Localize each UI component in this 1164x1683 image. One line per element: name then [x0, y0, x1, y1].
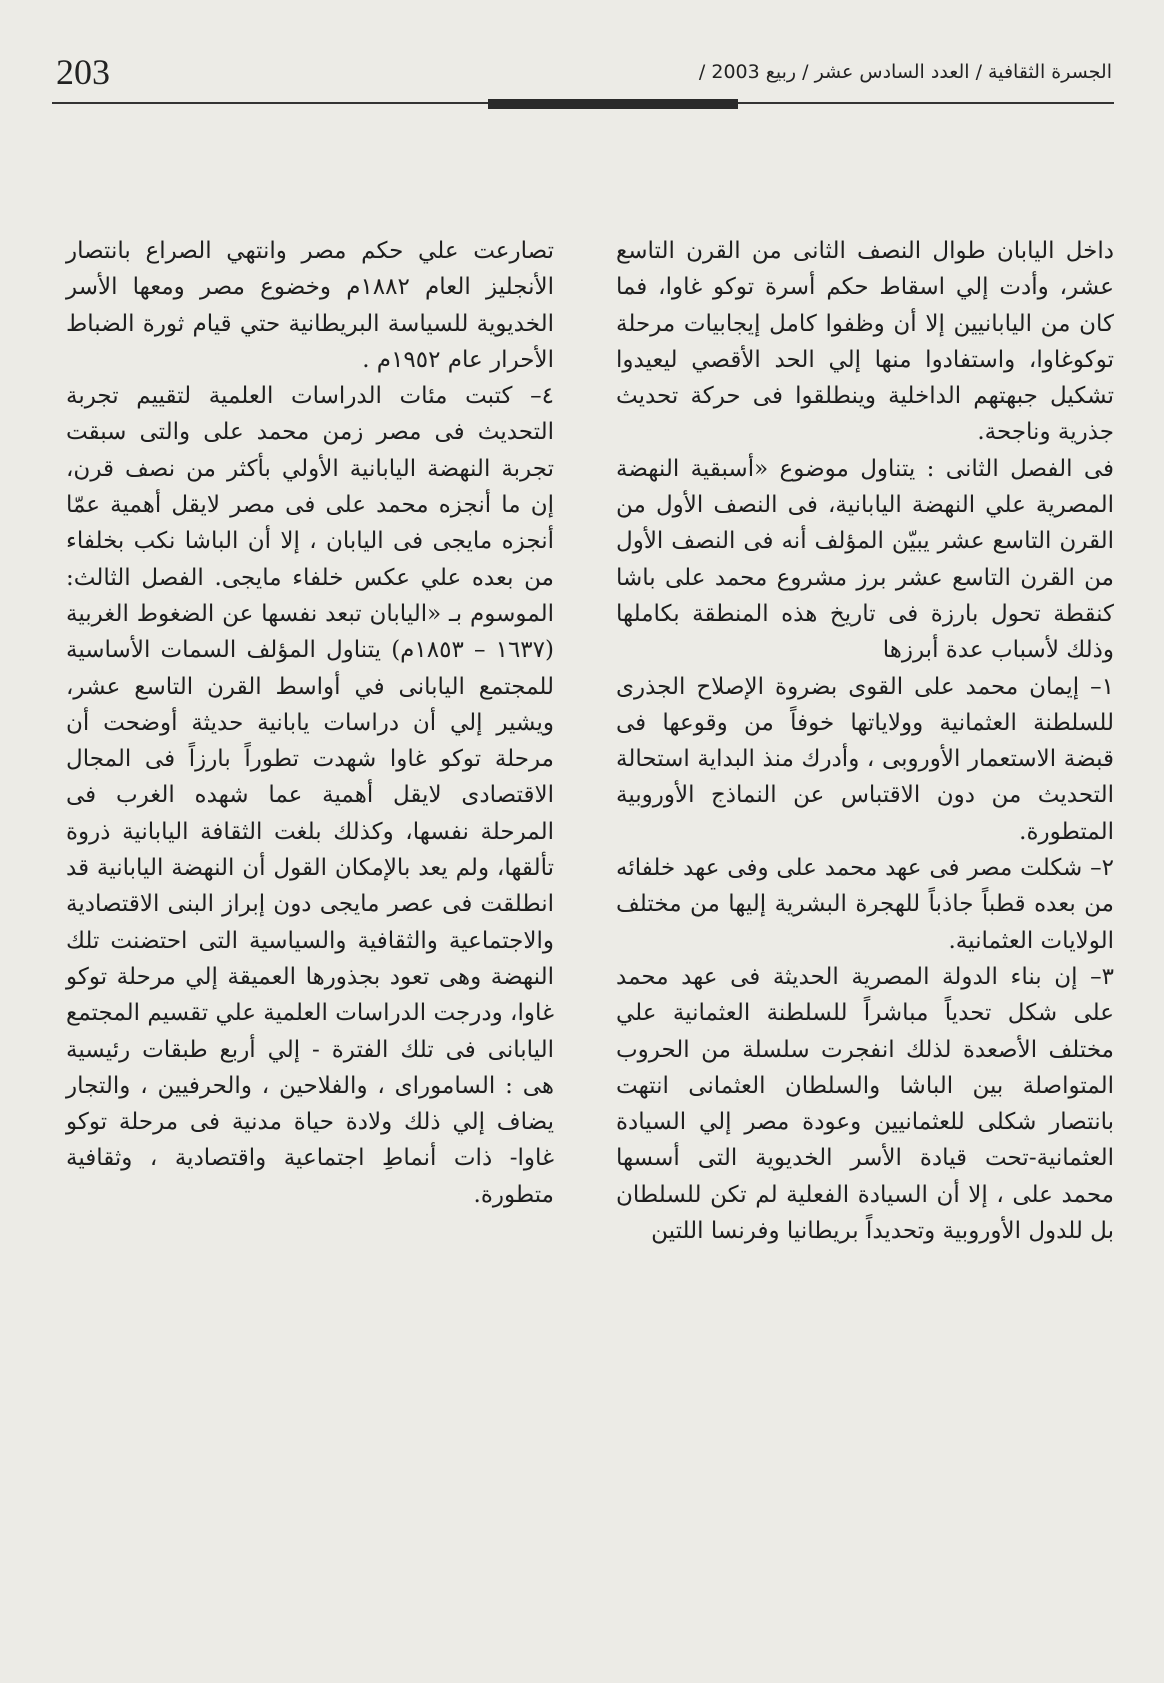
running-head: الجسرة الثقافية / العدد السادس عشر / ربيع 2003 /: [698, 61, 1112, 83]
page-header: [52, 50, 1112, 100]
paragraph: ١– إيمان محمد على القوى بضروة الإصلاح الجذرى للسلطنة العثمانية وولاياتها خوفاً من وقوعها فى قبضة الاستعمار الأوروبى ، وأدرك منذ البداية استحالة التحديث من دون الاقتباس عن النماذج الأوروبية المتطورة.: [616, 673, 1114, 845]
page-number: 203: [56, 52, 110, 92]
text-column-left: [66, 233, 554, 1213]
paragraph: ٣– إن بناء الدولة المصرية الحديثة فى عهد محمد على شكل تحدياً مباشراً للسلطنة العثمانية علي مختلف الأصعدة لذلك انفجرت سلسلة من الحروب المتواصلة بين الباشا والسلطان العثمانى انتهت بانتصار شكلى للعثمانيين وعودة مصر إلي السيادة العثمانية-تحت قيادة الأسر الخديوية التى أسسها محمد على ، إلا أن السيادة الفعلية لم تكن للسلطان بل للدول الأوروبية وتحديداً بريطانيا وفرنسا اللتين: [616, 963, 1114, 1245]
paragraph: داخل اليابان طوال النصف الثانى من القرن التاسع عشر، وأدت إلي اسقاط حكم أسرة توكو غاوا، فما كان من اليابانيين إلا أن وظفوا كامل إيجابيات مرحلة توكوغاوا، واستفادوا منها إلي الحد الأقصي ليعيدوا تشكيل جبهتهم الداخلية وينطلقوا فى حركة تحديث جذرية وناجحة.: [616, 238, 1114, 446]
text-column-right: [616, 233, 1114, 1249]
paragraph: تصارعت علي حكم مصر وانتهي الصراع بانتصار الأنجليز العام ١٨٨٢م وخضوع مصر ومعها الأسر الخديوية للسياسة البريطانية حتي قيام ثورة الضباط الأحرار عام ١٩٥٢م .: [66, 238, 554, 373]
paragraph: ٤– كتبت مئات الدراسات العلمية لتقييم تجربة التحديث فى مصر زمن محمد على والتى سبقت تجربة النهضة اليابانية الأولي بأكثر من نصف قرن، إن ما أنجزه محمد على فى مصر لايقل أهمية عمّا أنجزه مايجى فى اليابان ، إلا أن الباشا نكب بخلفاء من بعده علي عكس خلفاء مايجى. الفصل الثالث: الموسوم بـ «اليابان تبعد نفسها عن الضغوط الغربية (١٦٣٧ – ١٨٥٣م) يتناول المؤلف السمات الأساسية للمجتمع اليابانى في أواسط القرن التاسع عشر، ويشير إلي أن دراسات يابانية حديثة أوضحت أن مرحلة توكو غاوا شهدت تطوراً بارزاً فى المجال الاقتصادى لايقل أهمية عما شهده الغرب فى المرحلة نفسها، وكذلك بلغت الثقافة اليابانية ذروة تألقها، ولم يعد بالإمكان القول أن النهضة اليابانية قد انطلقت فى عصر مايجى دون إبراز البنى الاقتصادية والاجتماعية والثقافية والسياسية التى احتضنت تلك النهضة وهى تعود بجذورها العميقة إلي مرحلة توكو غاوا، ودرجت الدراسات العلمية علي تقسيم المجتمع اليابانى فى تلك الفترة - إلي أربع طبقات رئيسية هى : الساموراى ، والفلاحين ، والحرفيين ، والتجار يضاف إلي ذلك ولادة حياة مدنية فى مرحلة توكو غاوا- ذات أنماطِ اجتماعية واقتصادية ، وثقافية متطورة.: [66, 383, 554, 1208]
paragraph: فى الفصل الثانى : يتناول موضوع «أسبقية النهضة المصرية علي النهضة اليابانية، فى النصف الأول من القرن التاسع عشر يبيّن المؤلف أنه فى النصف الأول من القرن التاسع عشر برز مشروع محمد على باشا كنقطة تحول بارزة فى تاريخ هذه المنطقة بكاملها وذلك لأسباب عدة أبرزها: [616, 455, 1114, 664]
paragraph: ٢– شكلت مصر فى عهد محمد على وفى عهد خلفائه من بعده قطباً جاذباً للهجرة البشرية إليها من مختلف الولايات العثمانية.: [616, 855, 1114, 954]
header-rule-accent: [488, 99, 738, 109]
